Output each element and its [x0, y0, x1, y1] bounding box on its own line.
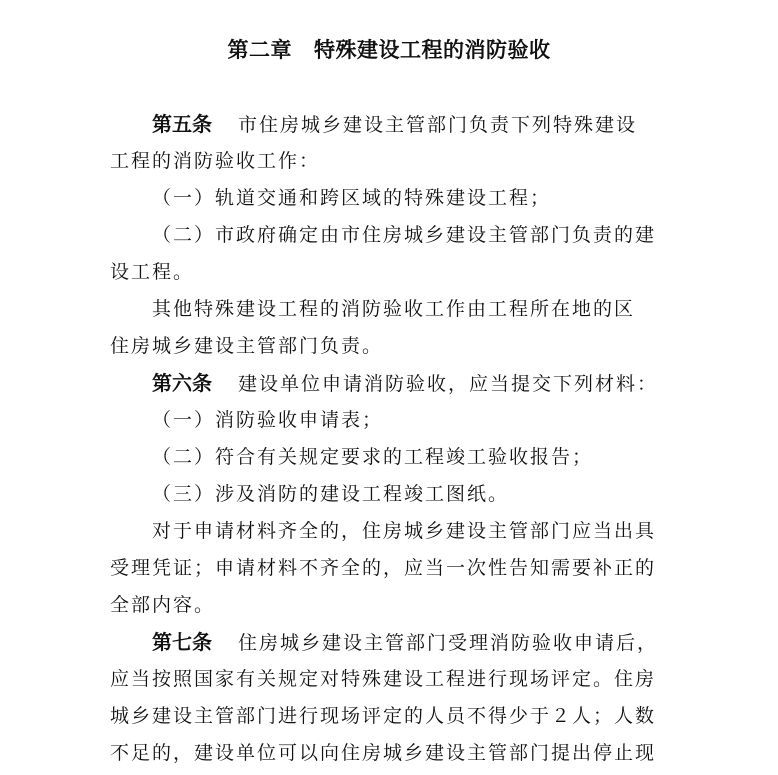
- article-7-line-4: 不足的，建设单位可以向住房城乡建设主管部门提出停止现: [110, 742, 657, 764]
- article-5-label: 第五条: [152, 112, 212, 136]
- article-6-item-1: （一）消防验收申请表；: [152, 409, 384, 431]
- article-5-para-2: 其他特殊建设工程的消防验收工作由工程所在地的区: [152, 298, 636, 320]
- article-5-line-1: 第五条 市住房城乡建设主管部门负责下列特殊建设: [152, 112, 638, 136]
- article-5-para-2-cont: 住房城乡建设主管部门负责。: [110, 335, 384, 357]
- article-7-label: 第七条: [152, 630, 212, 654]
- article-6-line-1: 第六条 建设单位申请消防验收，应当提交下列材料：: [152, 371, 659, 395]
- article-6-para-2-cont-1: 受理凭证；申请材料不齐全的，应当一次性告知需要补正的: [110, 557, 657, 579]
- chapter-heading: [0, 32, 778, 68]
- chapter-number: 第二章: [227, 38, 292, 62]
- article-7-line-3: 城乡建设主管部门进行现场评定的人员不得少于２人；人数: [110, 705, 657, 727]
- article-7-line-2: 应当按照国家有关规定对特殊建设工程进行现场评定。住房: [110, 668, 657, 690]
- article-6-para-2: 对于申请材料齐全的，住房城乡建设主管部门应当出具: [152, 520, 657, 542]
- article-6-item-2: （二）符合有关规定要求的工程竣工验收报告；: [152, 446, 594, 468]
- article-5-item-1: （一）轨道交通和跨区域的特殊建设工程；: [152, 187, 552, 209]
- article-6-item-3: （三）涉及消防的建设工程竣工图纸。: [152, 483, 510, 505]
- article-6-para-2-cont-2: 全部内容。: [110, 594, 216, 616]
- article-7-line-1: 第七条 住房城乡建设主管部门受理消防验收申请后，: [152, 630, 659, 654]
- article-5-item-2-cont: 设工程。: [110, 261, 195, 283]
- document-body: [110, 106, 670, 772]
- article-5-item-2: （二）市政府确定由市住房城乡建设主管部门负责的建: [152, 224, 657, 246]
- article-6-label: 第六条: [152, 371, 212, 395]
- chapter-title: 特殊建设工程的消防验收: [314, 38, 551, 62]
- article-5-line-2: 工程的消防验收工作：: [110, 150, 321, 172]
